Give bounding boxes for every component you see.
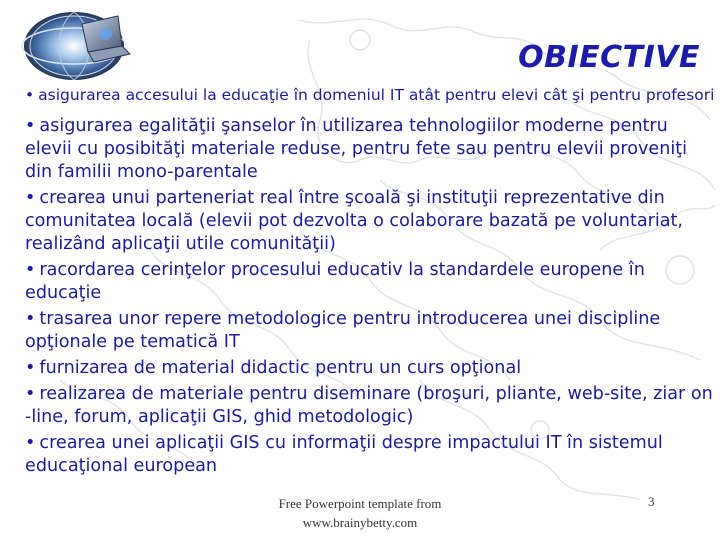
bullet-text: racordarea cerinţelor procesului educativ la standardele europene în educaţie bbox=[25, 260, 645, 303]
footer-link[interactable]: www.brainybetty.com bbox=[302, 515, 418, 530]
bullet-item bbox=[25, 383, 715, 429]
bullet-item bbox=[25, 308, 715, 354]
slide-title: OBIECTIVE bbox=[518, 40, 700, 75]
bullet-item bbox=[25, 86, 715, 105]
bullet-list bbox=[25, 86, 715, 481]
page-number: 3 bbox=[648, 494, 655, 509]
bullet-item bbox=[25, 357, 715, 380]
bullet-marker: • bbox=[25, 433, 36, 453]
bullet-text: crearea unei aplicaţii GIS cu informaţii despre impactului IT în sistemul educaţional european bbox=[25, 433, 663, 476]
bullet-text: realizarea de materiale pentru diseminare (broşuri, pliante, web-site, ziar on -line, forum, aplicaţii GIS, ghid metodologic) bbox=[25, 384, 713, 427]
bullet-text: asigurarea egalităţii şanselor în utilizarea tehnologiilor moderne pentru elevii cu posibităţi materiale reduse, pentru fete sau pentru elevii proveniţi din familii mono-parentale bbox=[25, 116, 688, 182]
bullet-marker: • bbox=[25, 309, 36, 329]
bullet-marker: • bbox=[25, 116, 36, 136]
bullet-text: crearea unui parteneriat real între şcoală şi instituţii reprezentative din comunitatea locală (elevii pot dezvolta o colaborare bazată pe voluntariat, realizând aplicaţii utile comunităţii) bbox=[25, 188, 684, 254]
bullet-item bbox=[25, 187, 715, 256]
bullet-text: furnizarea de material didactic pentru un curs opţional bbox=[39, 358, 522, 378]
bullet-item bbox=[25, 115, 715, 184]
bullet-marker: • bbox=[25, 260, 36, 280]
footer-credit bbox=[250, 494, 470, 532]
bullet-item bbox=[25, 432, 715, 478]
bullet-text: asigurarea accesului la educaţie în domeniul IT atât pentru elevi cât şi pentru profesori bbox=[38, 86, 715, 104]
footer-line: Free Powerpoint template from bbox=[278, 496, 442, 511]
bullet-item bbox=[25, 259, 715, 305]
globe-laptop-icon bbox=[14, 6, 136, 82]
bullet-marker: • bbox=[25, 358, 36, 378]
bullet-marker: • bbox=[25, 86, 35, 104]
bullet-text: trasarea unor repere metodologice pentru introducerea unei discipline opţionale pe tematică IT bbox=[25, 309, 661, 352]
bullet-marker: • bbox=[25, 188, 36, 208]
bullet-marker: • bbox=[25, 384, 36, 404]
